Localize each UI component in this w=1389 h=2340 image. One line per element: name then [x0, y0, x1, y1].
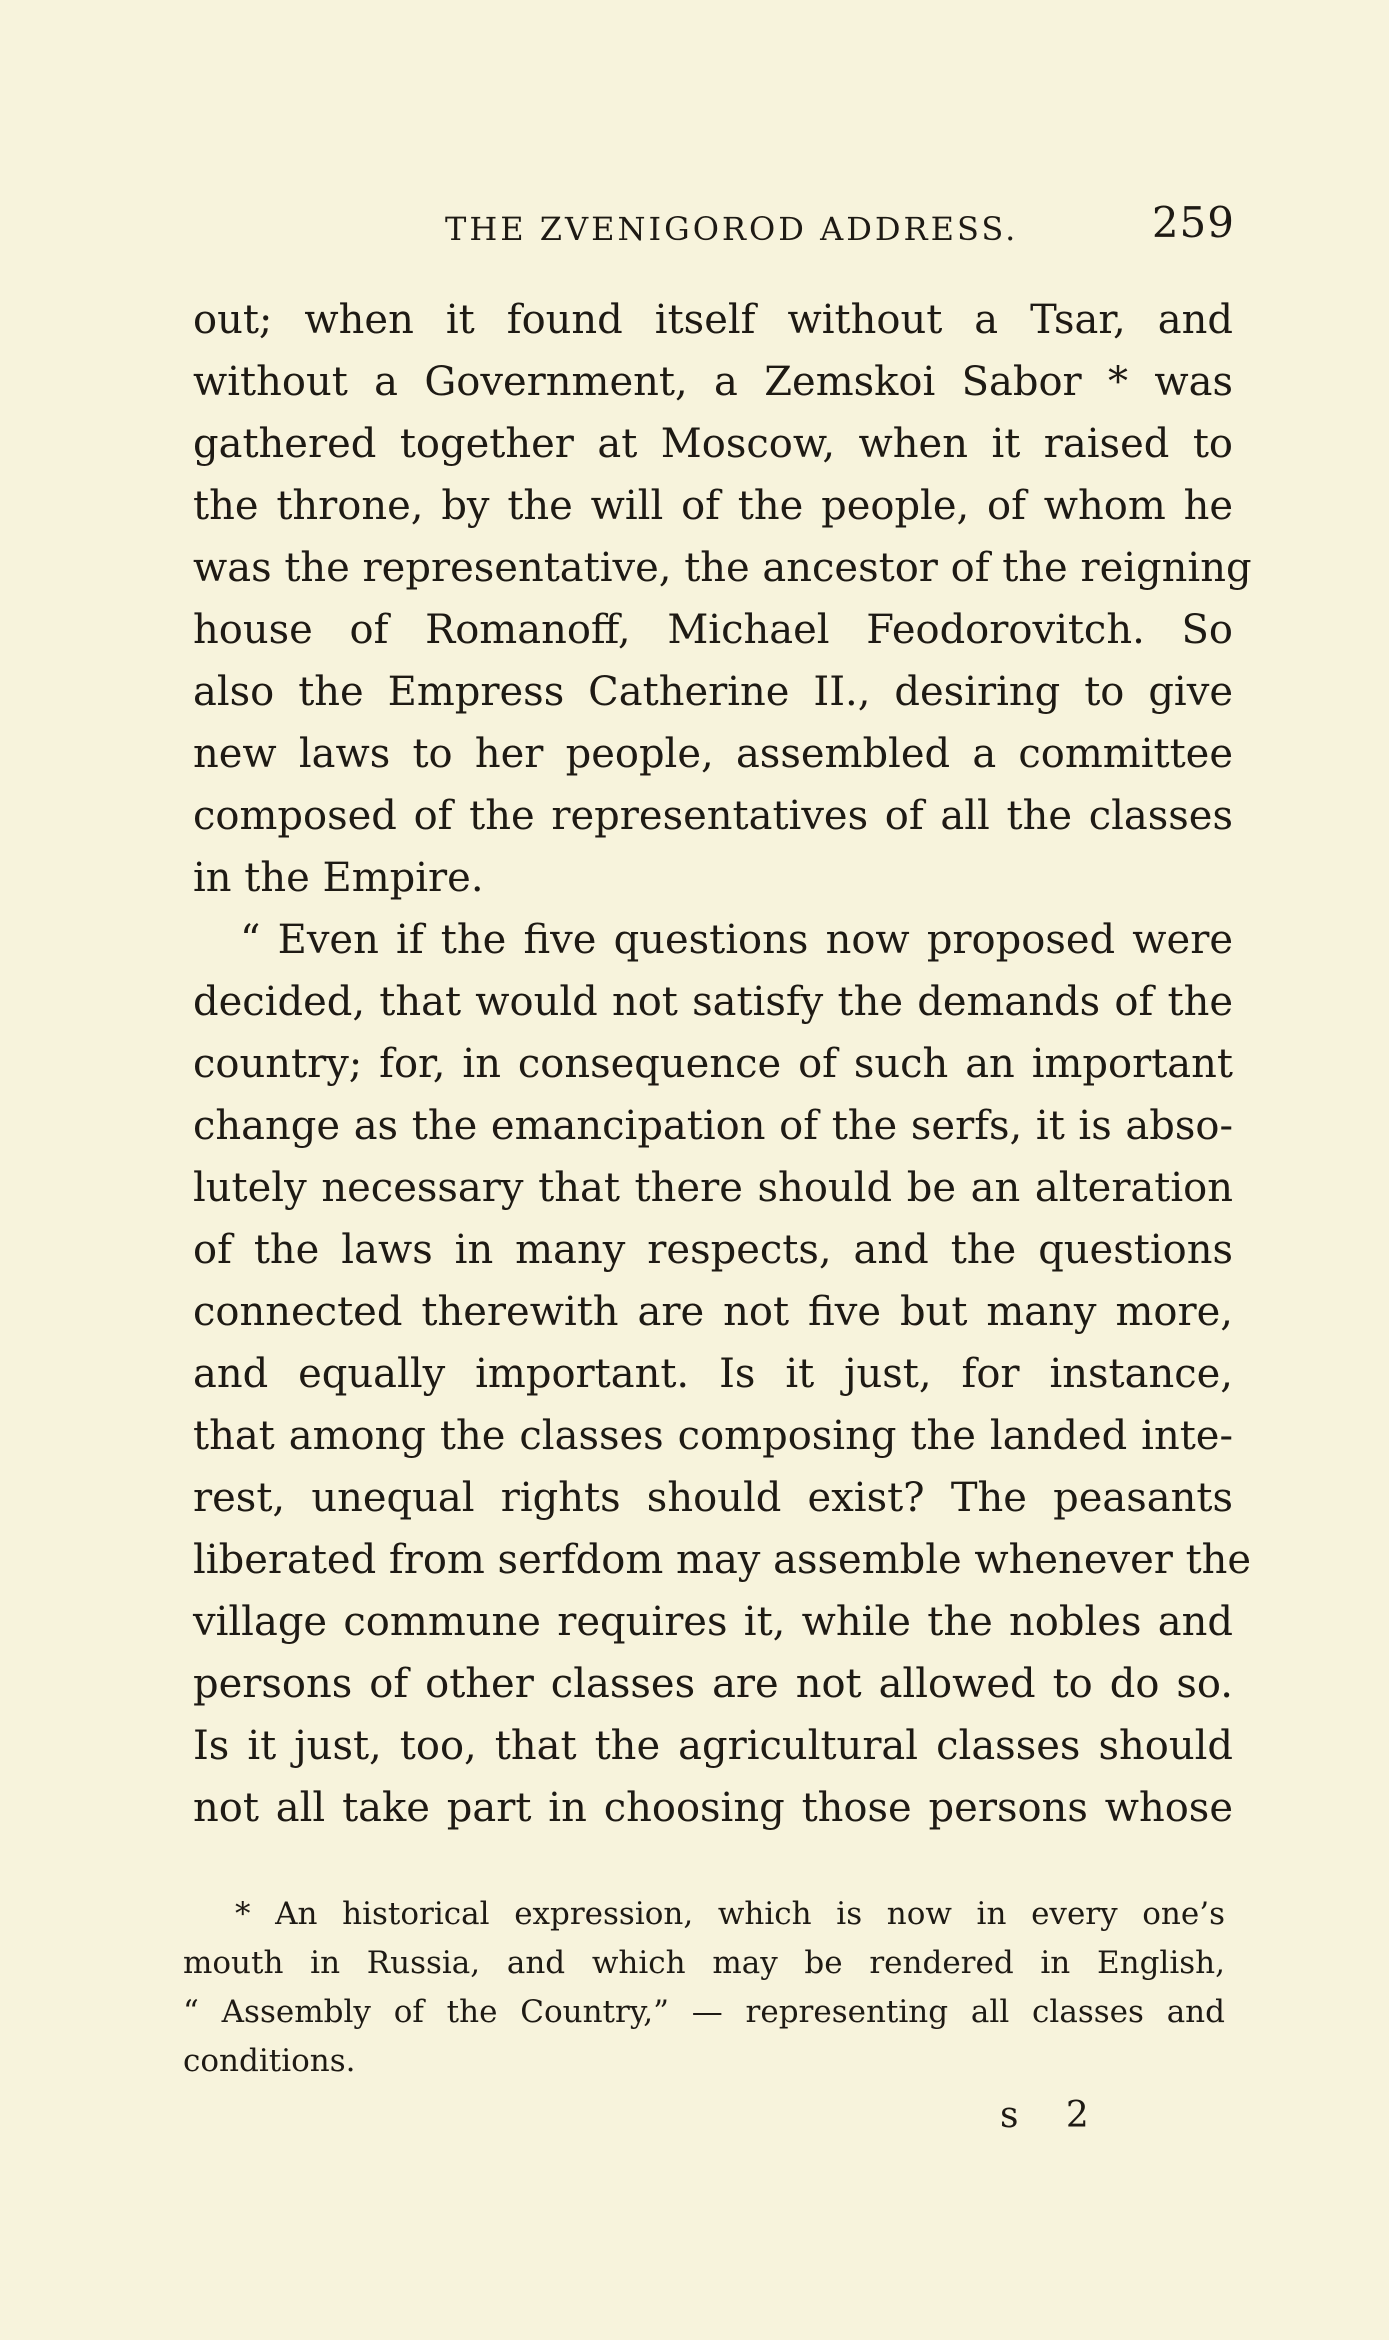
running-title: THE ZVENIGOROD ADDRESS. [445, 210, 1019, 248]
body-line: in the Empire. [193, 855, 484, 901]
body-line: rest, unequal rights should exist? The peasants [193, 1475, 1233, 1521]
body-line: decided, that would not satisfy the demands of the [193, 979, 1233, 1025]
body-line: without a Government, a Zemskoi Sabor * was [193, 359, 1233, 405]
body-line: and equally important. Is it just, for instance, [193, 1351, 1233, 1397]
footnote-line: * An historical expression, which is now in every one’s [235, 1896, 1225, 1932]
body-line: also the Empress Catherine II., desiring to give [193, 669, 1233, 715]
body-line: the throne, by the will of the people, of whom he [193, 483, 1233, 529]
body-line: lutely necessary that there should be an alteration [193, 1165, 1233, 1211]
body-line: that among the classes composing the landed inte- [193, 1413, 1233, 1459]
page-number: 259 [1151, 198, 1235, 247]
body-line: village commune requires it, while the nobles and [193, 1599, 1233, 1645]
body-line: liberated from serfdom may assemble whenever the [193, 1537, 1252, 1583]
body-line: gathered together at Moscow, when it raised to [193, 421, 1233, 467]
body-line: new laws to her people, assembled a committee [193, 731, 1233, 777]
body-line: composed of the representatives of all the classes [193, 793, 1233, 839]
body-line: persons of other classes are not allowed to do so. [193, 1661, 1233, 1707]
body-line: “ Even if the five questions now proposed were [240, 917, 1233, 963]
body-line: out; when it found itself without a Tsar, and [193, 297, 1233, 343]
body-line: of the laws in many respects, and the questions [193, 1227, 1233, 1273]
signature-mark: s 2 [1000, 2095, 1107, 2136]
footnote-line: conditions. [183, 2043, 356, 2079]
body-line: house of Romanoff, Michael Feodorovitch. So [193, 607, 1233, 653]
footnote-line: mouth in Russia, and which may be rendered in English, [183, 1945, 1225, 1981]
body-line: change as the emancipation of the serfs, it is abso- [193, 1103, 1233, 1149]
body-line: Is it just, too, that the agricultural classes should [193, 1723, 1233, 1769]
body-line: connected therewith are not five but many more, [193, 1289, 1233, 1335]
body-line: not all take part in choosing those persons whose [193, 1785, 1233, 1831]
body-line: was the representative, the ancestor of the reigning [193, 545, 1252, 591]
body-line: country; for, in consequence of such an important [193, 1041, 1233, 1087]
footnote-line: “ Assembly of the Country,” — representing all classes and [183, 1994, 1225, 2030]
